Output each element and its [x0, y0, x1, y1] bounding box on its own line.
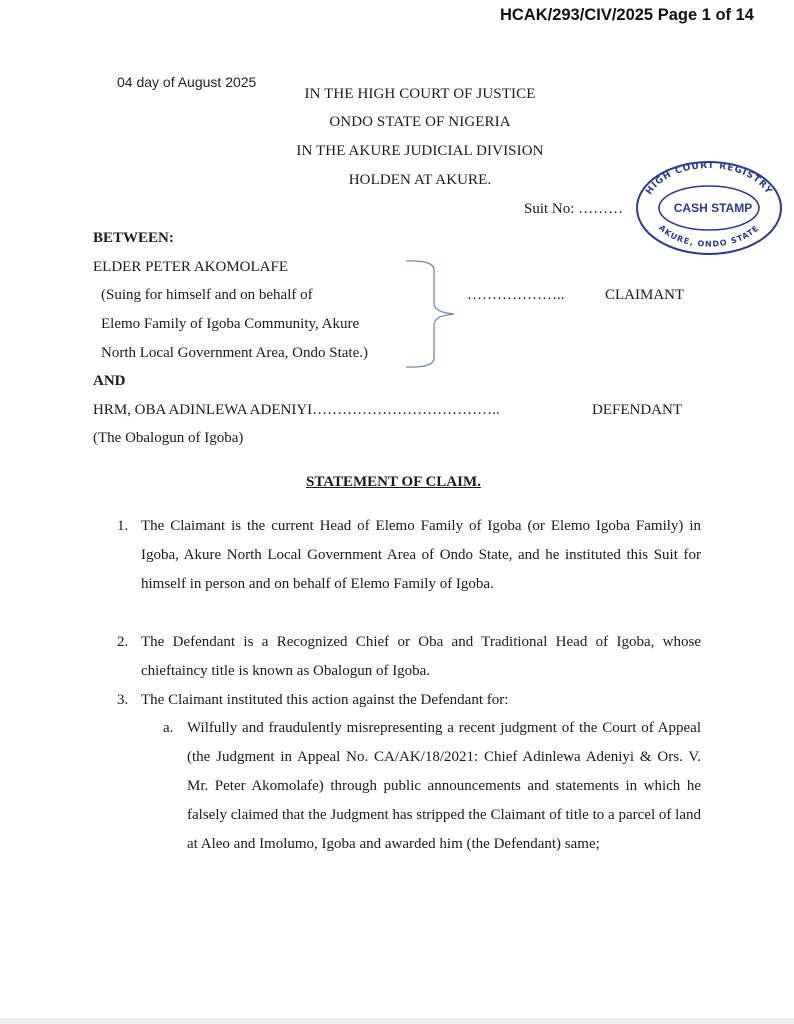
suit-number: Suit No: ………	[524, 201, 624, 217]
paragraph-1	[117, 512, 701, 599]
claimant-brace	[404, 258, 454, 370]
claimant-dots: ………………..	[467, 287, 565, 303]
defendant-role: DEFENDANT	[592, 402, 682, 418]
svg-text:HIGH COURT REGISTRY	[644, 161, 773, 197]
paragraph-2	[117, 628, 701, 686]
paragraph-text: The Claimant instituted this action against the Defendant for:	[141, 692, 509, 708]
svg-text:AKURE, ONDO STATE	[657, 223, 761, 248]
claimant-description-line-1: (Suing for himself and on behalf of	[101, 287, 313, 303]
defendant-title: (The Obalogun of Igoba)	[93, 430, 244, 446]
paragraph-text: The Defendant is a Recognized Chief or Oba and Traditional Head of Igoba, whose chieftaincy title is known as Obalogun of Igoba.	[141, 634, 701, 679]
paragraph-3	[117, 686, 701, 715]
court-title-line-2: ONDO STATE OF NIGERIA	[329, 114, 511, 130]
claimant-description-line-2: Elemo Family of Igoba Community, Akure	[101, 316, 360, 332]
stamp-bottom-text: AKURE, ONDO STATE	[657, 223, 761, 249]
sub-item-a	[163, 714, 701, 859]
between-label: BETWEEN:	[93, 230, 174, 246]
sub-item-text: Wilfully and fraudulently misrepresenting a recent judgment of the Court of Appeal (the Judgment in Appeal No. CA/AK/18/2021: Chief Adinlewa Adeniyi & Ors. V. Mr. Peter Akomolafe) through public announcements and statements in which he falsely claimed that the Judgment has stripped the Claimant of title to a parcel of land at Aleo and Imolumo, Igoba and awarded him (the Defendant) same;	[187, 720, 701, 852]
claimant-name: ELDER PETER AKOMOLAFE	[93, 259, 288, 275]
page-reference: HCAK/293/CIV/2025 Page 1 of 14	[499, 6, 754, 24]
defendant-name: HRM, OBA ADINLEWA ADENIYI………………………………..	[93, 402, 500, 418]
bottom-edge	[0, 1018, 794, 1024]
court-title-line-1: IN THE HIGH COURT OF JUSTICE	[304, 86, 536, 102]
claimant-description-line-3: North Local Government Area, Ondo State.)	[101, 345, 369, 361]
and-label: AND	[93, 373, 126, 389]
court-title-line-4: HOLDEN AT AKURE.	[348, 172, 492, 188]
paragraph-number: 3.	[117, 692, 129, 708]
paragraph-number: 2.	[117, 634, 129, 650]
paragraph-number: 1.	[117, 518, 129, 534]
sub-item-letter: a.	[163, 720, 174, 736]
stamp-top-text: HIGH COURT REGISTRY	[644, 160, 774, 197]
date-line: 04 day of August 2025	[117, 74, 257, 90]
cash-stamp-seal	[633, 158, 785, 258]
stamp-center-text: CASH STAMP	[673, 201, 753, 215]
paragraph-text: The Claimant is the current Head of Elemo Family of Igoba (or Elemo Igoba Family) in Igoba, Akure North Local Government Area of Ondo State, and he instituted this Suit for himself in person and on behalf of Elemo Family of Igoba.	[141, 518, 701, 592]
court-title-line-3: IN THE AKURE JUDICIAL DIVISION	[296, 143, 544, 159]
statement-title: STATEMENT OF CLAIM.	[306, 474, 481, 490]
claimant-role: CLAIMANT	[605, 287, 685, 303]
